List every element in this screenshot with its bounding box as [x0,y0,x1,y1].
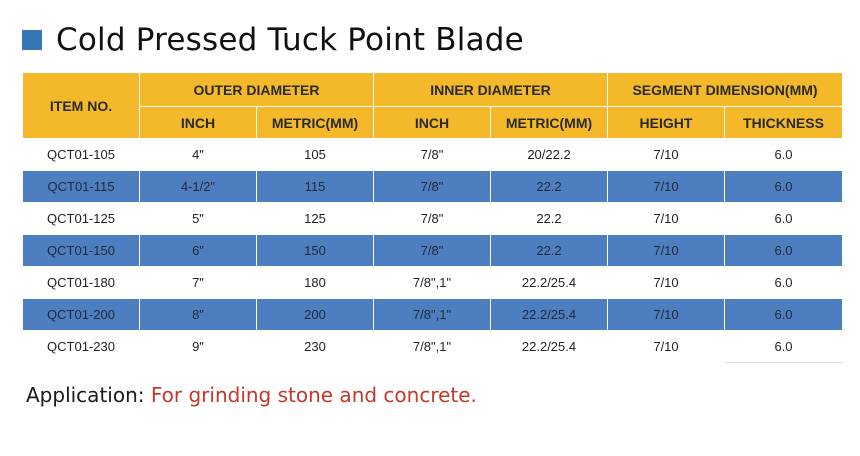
item-no-header: ITEM NO. [23,73,140,139]
outer-inch-cell: 9" [140,331,257,363]
outer-metric-cell: 115 [257,171,374,203]
application-label: Application: [26,383,145,407]
inner-inch-cell: 7/8",1" [374,331,491,363]
outer-metric-cell: 150 [257,235,374,267]
inner-inch-cell: 7/8",1" [374,267,491,299]
item-no-cell: QCT01-115 [23,171,140,203]
thickness-cell: 6.0 [725,267,843,299]
outer-inch-cell: 4-1/2" [140,171,257,203]
item-no-cell: QCT01-180 [23,267,140,299]
outer-metric-cell: 200 [257,299,374,331]
item-no-cell: QCT01-230 [23,331,140,363]
outer-metric-cell: 125 [257,203,374,235]
thickness-cell: 6.0 [725,171,843,203]
inner-diameter-header: INNER DIAMETER [374,73,608,107]
application-text: For grinding stone and concrete. [150,383,477,407]
square-bullet-icon [22,30,42,50]
outer-diameter-header: OUTER DIAMETER [140,73,374,107]
table-row [23,299,843,331]
title-row [22,22,524,58]
outer-metric-cell: 230 [257,331,374,363]
table-row [23,203,843,235]
inner-inch-cell: 7/8" [374,139,491,171]
inner-metric-cell: 22.2/25.4 [491,299,608,331]
height-cell: 7/10 [608,331,725,363]
height-cell: 7/10 [608,235,725,267]
table-row [23,235,843,267]
spec-table [22,72,843,363]
height-cell: 7/10 [608,299,725,331]
inner-inch-cell: 7/8" [374,171,491,203]
thickness-cell: 6.0 [725,331,843,363]
outer-inch-cell: 4" [140,139,257,171]
height-cell: 7/10 [608,267,725,299]
application-line [26,383,477,407]
outer-inch-header: INCH [140,107,257,139]
inner-inch-cell: 7/8" [374,235,491,267]
table-row [23,139,843,171]
item-no-cell: QCT01-125 [23,203,140,235]
inner-metric-cell: 22.2 [491,171,608,203]
header-sub-row [23,107,843,139]
inner-inch-cell: 7/8" [374,203,491,235]
inner-metric-cell: 20/22.2 [491,139,608,171]
outer-inch-cell: 6" [140,235,257,267]
outer-metric-cell: 180 [257,267,374,299]
table-row [23,267,843,299]
item-no-cell: QCT01-200 [23,299,140,331]
item-no-cell: QCT01-105 [23,139,140,171]
height-cell: 7/10 [608,203,725,235]
table-row [23,171,843,203]
inner-metric-cell: 22.2/25.4 [491,267,608,299]
inner-metric-header: METRIC(MM) [491,107,608,139]
outer-inch-cell: 5" [140,203,257,235]
thickness-cell: 6.0 [725,235,843,267]
item-no-cell: QCT01-150 [23,235,140,267]
header-group-row [23,73,843,107]
thickness-header: THICKNESS [725,107,843,139]
height-cell: 7/10 [608,139,725,171]
height-cell: 7/10 [608,171,725,203]
height-header: HEIGHT [608,107,725,139]
outer-metric-header: METRIC(MM) [257,107,374,139]
inner-inch-header: INCH [374,107,491,139]
inner-metric-cell: 22.2 [491,235,608,267]
outer-metric-cell: 105 [257,139,374,171]
outer-inch-cell: 7" [140,267,257,299]
table-row [23,331,843,363]
page-title: Cold Pressed Tuck Point Blade [56,22,524,58]
inner-inch-cell: 7/8",1" [374,299,491,331]
inner-metric-cell: 22.2 [491,203,608,235]
segment-dimension-header: SEGMENT DIMENSION(MM) [608,73,843,107]
outer-inch-cell: 8" [140,299,257,331]
thickness-cell: 6.0 [725,203,843,235]
inner-metric-cell: 22.2/25.4 [491,331,608,363]
thickness-cell: 6.0 [725,139,843,171]
thickness-cell: 6.0 [725,299,843,331]
